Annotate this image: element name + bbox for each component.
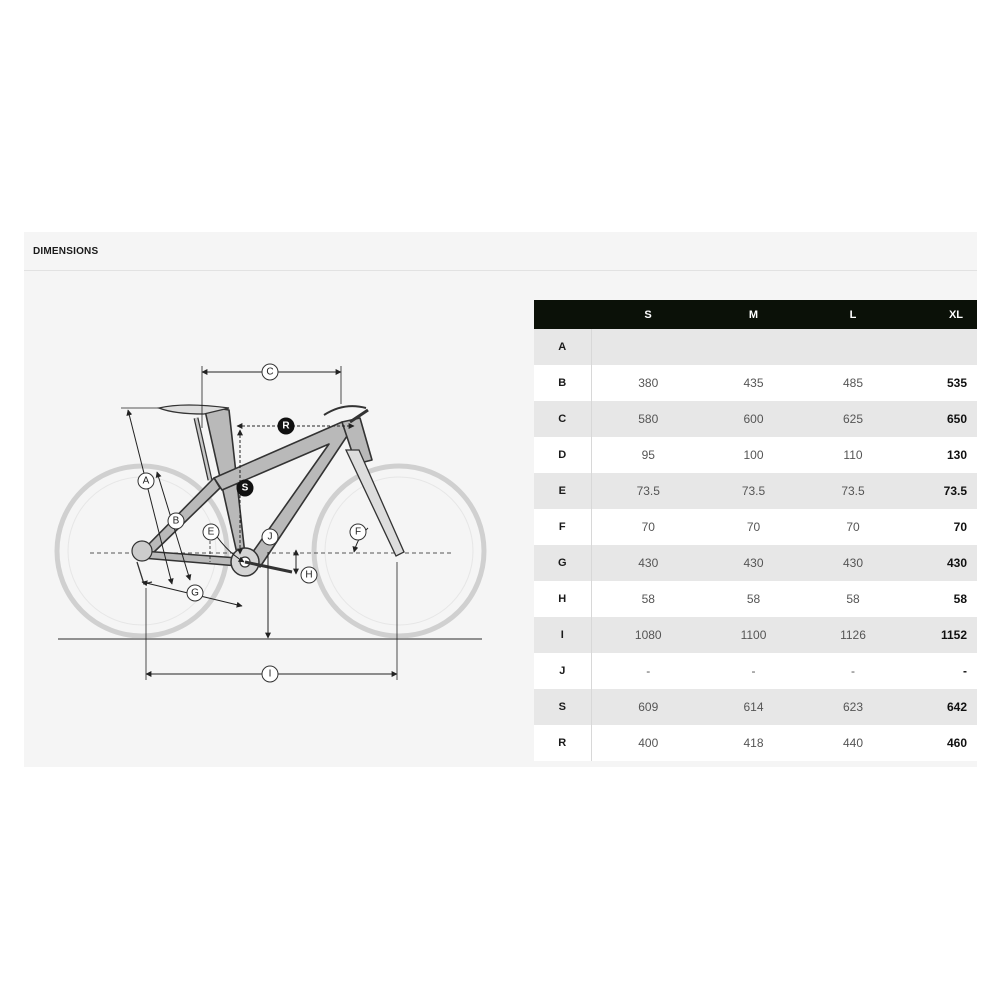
label-g: [187, 585, 203, 601]
header-cell-xl: XL: [904, 300, 977, 329]
section-title: DIMENSIONS: [33, 246, 99, 257]
table-header-row: [534, 300, 977, 329]
header-cell-corner: [534, 300, 591, 329]
cell-value: 73.5: [591, 473, 705, 509]
table-row: [534, 329, 977, 365]
table-row: [534, 545, 977, 581]
header-cell-l: L: [802, 300, 904, 329]
label-f: [350, 524, 366, 540]
geometry-table: [534, 300, 978, 761]
row-label: G: [534, 545, 591, 581]
frame: [142, 406, 372, 567]
label-i: [262, 666, 278, 682]
cell-value: 460: [904, 725, 977, 761]
cell-value: 625: [802, 401, 904, 437]
label-s: [237, 480, 253, 496]
dimensions-panel: [24, 232, 977, 767]
label-e-text: E: [207, 526, 215, 538]
cell-value: -: [591, 653, 705, 689]
cell-value: 70: [802, 509, 904, 545]
header-cell-m: M: [705, 300, 802, 329]
cell-value: [802, 329, 904, 365]
table-row: [534, 401, 977, 437]
cell-value: 430: [904, 545, 977, 581]
cell-value: 400: [591, 725, 705, 761]
label-i-text: I: [268, 668, 272, 680]
label-s-text: S: [241, 482, 249, 494]
label-a-text: A: [142, 475, 150, 487]
cell-value: -: [904, 653, 977, 689]
cell-value: 600: [705, 401, 802, 437]
label-f-text: F: [354, 526, 362, 538]
cell-value: 1080: [591, 617, 705, 653]
cell-value: 73.5: [705, 473, 802, 509]
table-row: [534, 725, 977, 761]
cell-value: 70: [705, 509, 802, 545]
cell-value: 1126: [802, 617, 904, 653]
cell-value: 73.5: [802, 473, 904, 509]
label-j: [262, 529, 278, 545]
label-h: [301, 567, 317, 583]
label-a: [138, 473, 154, 489]
table-row: [534, 653, 977, 689]
row-label: F: [534, 509, 591, 545]
row-label: I: [534, 617, 591, 653]
table-row: [534, 617, 977, 653]
cell-value: -: [802, 653, 904, 689]
cell-value: 623: [802, 689, 904, 725]
cell-value: 430: [591, 545, 705, 581]
cell-value: [591, 329, 705, 365]
table-row: [534, 581, 977, 617]
cell-value: 440: [802, 725, 904, 761]
cell-value: 58: [904, 581, 977, 617]
table-row: [534, 689, 977, 725]
label-b-text: B: [172, 515, 180, 527]
label-r-text: R: [282, 420, 290, 432]
label-c: [262, 364, 278, 380]
table-row: [534, 473, 977, 509]
table-row: [534, 437, 977, 473]
table-row: [534, 509, 977, 545]
label-c-text: C: [266, 366, 274, 378]
cell-value: [705, 329, 802, 365]
label-h-text: H: [305, 569, 313, 581]
cell-value: 70: [591, 509, 705, 545]
cell-value: 130: [904, 437, 977, 473]
cell-value: 485: [802, 365, 904, 401]
label-b: [168, 513, 184, 529]
cell-value: 58: [705, 581, 802, 617]
label-g-text: G: [191, 587, 199, 599]
row-label: R: [534, 725, 591, 761]
cell-value: 535: [904, 365, 977, 401]
cell-value: 1152: [904, 617, 977, 653]
handlebar: [324, 406, 366, 415]
cell-value: 418: [705, 725, 802, 761]
cell-value: 609: [591, 689, 705, 725]
cell-value: 70: [904, 509, 977, 545]
row-label: B: [534, 365, 591, 401]
row-label: D: [534, 437, 591, 473]
cell-value: 642: [904, 689, 977, 725]
cell-value: 110: [802, 437, 904, 473]
cell-value: 650: [904, 401, 977, 437]
cell-value: 100: [705, 437, 802, 473]
cell-value: 58: [591, 581, 705, 617]
header-cell-s: S: [591, 300, 705, 329]
label-j-text: J: [267, 531, 273, 543]
cell-value: 58: [802, 581, 904, 617]
row-label: A: [534, 329, 591, 365]
cell-value: [904, 329, 977, 365]
label-r: [278, 418, 294, 434]
table-row: [534, 365, 977, 401]
cell-value: 95: [591, 437, 705, 473]
row-label: C: [534, 401, 591, 437]
cell-value: 614: [705, 689, 802, 725]
cell-value: 430: [802, 545, 904, 581]
label-e: [203, 524, 219, 540]
row-label: J: [534, 653, 591, 689]
cell-value: 430: [705, 545, 802, 581]
row-label: H: [534, 581, 591, 617]
cell-value: -: [705, 653, 802, 689]
cell-value: 380: [591, 365, 705, 401]
cell-value: 73.5: [904, 473, 977, 509]
row-label: E: [534, 473, 591, 509]
cell-value: 580: [591, 401, 705, 437]
row-label: S: [534, 689, 591, 725]
cell-value: 435: [705, 365, 802, 401]
cell-value: 1100: [705, 617, 802, 653]
